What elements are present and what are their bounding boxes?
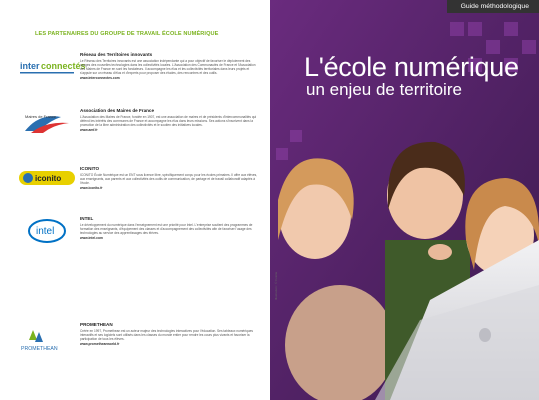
guide-tag: Guide méthodologique <box>447 0 539 13</box>
partner-description: ICONITO École Numérique est un ENT sous licence libre, spécifiquement conçu pour les écoles primaires. Il offre aux élèves, aux enseignants, aux parents et aux collectivités des outils de communication, de partage et de travail collaboratif adaptés à l'école. <box>80 172 258 185</box>
amf-logo <box>18 108 76 138</box>
partner-block <box>18 216 258 272</box>
partner-name: INTEL <box>80 216 94 221</box>
partner-description: L'Association des Maires de France, fondée en 1907, est une association de maires et de présidents d'intercommunalités qui défend les intérêts des communes de France et accompagne les élus dans leurs missions. Ses actions s'inscrivent dans la promotion de la libre administration des collectivités et le soutien des initiatives locales. <box>80 114 257 127</box>
svg-text:intel: intel <box>36 226 55 237</box>
cover-subtitle: un enjeu de territoire <box>306 80 462 99</box>
photo-credit: Illustration : © Fotolia <box>274 271 278 300</box>
partner-text <box>80 108 258 132</box>
partner-name: PROMETHEAN <box>80 322 113 327</box>
svg-text:Maires de France: Maires de France <box>25 114 57 119</box>
svg-text:iconito: iconito <box>35 174 62 183</box>
partner-url[interactable]: www.intel.com <box>80 235 103 240</box>
svg-text:connectés: connectés <box>41 61 86 71</box>
partner-block <box>18 166 258 212</box>
intel-logo <box>18 218 76 244</box>
partner-name: Association des Maires de France <box>80 108 155 113</box>
partner-block <box>18 322 258 382</box>
partner-url[interactable]: www.prometheanworld.fr <box>80 341 120 346</box>
partner-text <box>80 52 258 80</box>
partner-description: Le Réseau des Territoires innovants est une association indépendante qui a pour objectif de favoriser le déploiement des usages des nouvelles technologies dans les collectivités locales. L'Association des Communautés de France et l'Association des Maires de France en sont les fondateurs. Il accompagne les élus et les collectivités territoriales dans leurs projets et s'appuie sur un réseau d'élus et d'experts pour proposer des études, des rencontres et des outils. <box>80 58 256 75</box>
svg-text:PROMETHEAN: PROMETHEAN <box>21 346 58 352</box>
partner-description: Le développement du numérique dans l'enseignement est une priorité pour Intel. L'entreprise soutient des programmes de formation des enseignants, d'équipement des classes et d'accompagnement des collectivités afin de favoriser l'usage des technologies au service des apprentissages des élèves. <box>80 222 253 235</box>
partner-name: ICONITO <box>80 166 100 171</box>
iconito-logo <box>18 168 76 188</box>
partner-text <box>80 216 258 240</box>
partner-url[interactable]: www.iconito.fr <box>80 185 103 190</box>
top-bar <box>270 0 539 16</box>
partner-url[interactable]: www.amf.fr <box>80 127 98 132</box>
partner-block <box>18 108 258 164</box>
cover-page <box>270 0 539 400</box>
partner-description: Créée en 1997, Promethean est un acteur majeur des technologies interactives pour l'éducation. Ses tableaux numériques interactifs et ses logiciels sont utilisés dans les classes du monde entier pour rendre les cours plus vivants et favoriser la participation de tous les élèves. <box>80 328 254 341</box>
partner-name: Réseau des Territoires innovants <box>80 52 153 57</box>
svg-text:inter: inter <box>20 61 40 71</box>
partner-block <box>18 52 258 104</box>
partner-text <box>80 322 258 346</box>
partner-text <box>80 166 258 190</box>
cover-title: L'école numérique <box>304 52 519 82</box>
partner-url[interactable]: www.interconnectes.com <box>80 75 120 80</box>
promethean-logo <box>18 326 76 354</box>
partners-title: LES PARTENAIRES DU GROUPE DE TRAVAIL ÉCOLE NUMÉRIQUE <box>35 31 219 37</box>
interconnectes-logo <box>18 56 86 78</box>
